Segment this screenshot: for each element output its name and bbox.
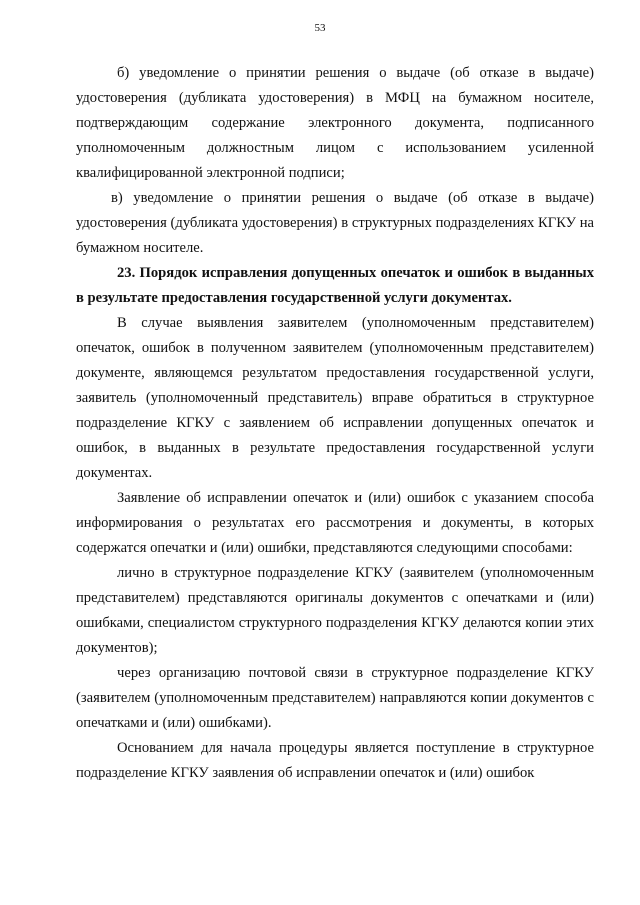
paragraph-notice-mfc: б) уведомление о принятии решения о выдаче (об отказе в выдаче) удостоверения (дубликата удостоверения) в МФЦ на бумажном носителе, подтверждающим содержание электронного документа, подписанного уполномоченным должностным лицом с использованием усиленной квалифицированной электронной подписи; (76, 65, 594, 181)
paragraph-notice-kgku: в) уведомление о принятии решения о выдаче (об отказе в выдаче) удостоверения (дубликата удостоверения) в структурных подразделениях КГКУ на бумажном носителе. (76, 190, 594, 256)
page-number: 53 (314, 22, 326, 34)
paragraph-by-post: через организацию почтовой связи в структурное подразделение КГКУ (заявителем (уполномоченным представителем) направляются копии документов с опечатками и (или) ошибками). (76, 665, 594, 731)
section-heading-23: 23. Порядок исправления допущенных опечаток и ошибок в выданных в результате предоставления государственной услуги документах. (76, 265, 594, 306)
paragraph-application-methods: Заявление об исправлении опечаток и (или) ошибок с указанием способа информирования о результатах его рассмотрения и документы, в которых содержатся опечатки и (или) ошибки, представляются следующими способами: (76, 490, 594, 556)
paragraph-error-detection: В случае выявления заявителем (уполномоченным представителем) опечаток, ошибок в полученном заявителем (уполномоченным представителем) документе, являющемся результатом предоставления государственной услуги, заявитель (уполномоченный представитель) вправе обратиться в структурное подразделение КГКУ с заявлением об исправлении допущенных опечаток и ошибок, в выданных в результате предоставления государственной услуги документах. (76, 315, 594, 481)
paragraph-procedure-basis: Основанием для начала процедуры является поступление в структурное подразделение КГКУ заявления об исправлении опечаток и (или) ошибок (76, 740, 594, 781)
page-body (76, 61, 594, 786)
paragraph-in-person: лично в структурное подразделение КГКУ (заявителем (уполномоченным представителем) представляются оригиналы документов с опечатками и (или) ошибками, специалистом структурного подразделения КГКУ делаются копии этих документов); (76, 565, 594, 656)
